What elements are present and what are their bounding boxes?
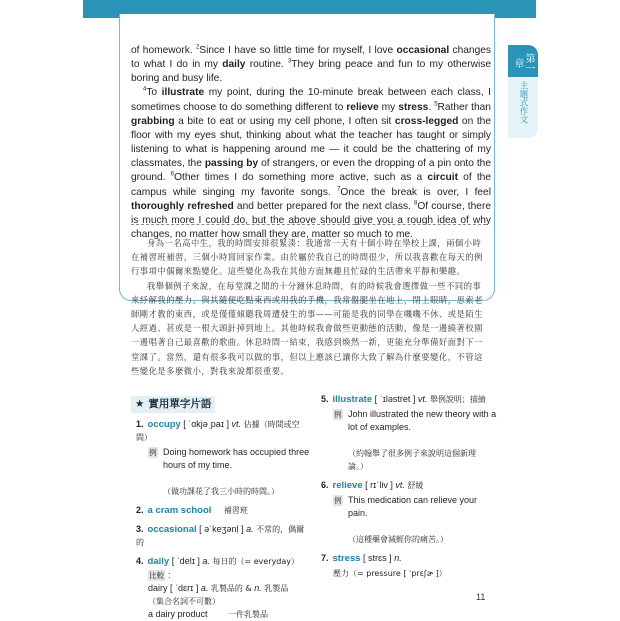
part-of-speech: n. — [394, 553, 402, 563]
key-term: cross-legged — [394, 115, 459, 127]
sentence-number: 6 — [170, 172, 175, 179]
example-translation: （做功課花了我三小時的時間。） — [163, 487, 279, 496]
entry-number: 3. — [136, 524, 144, 534]
definition: 乳製品 — [264, 584, 289, 593]
key-term: occasional — [396, 45, 450, 56]
passage-text: Once the break is over, I feel — [340, 186, 491, 198]
headword: occasional — [147, 524, 197, 535]
entry-number: 6. — [321, 480, 329, 490]
vocab-entry-occasional — [136, 523, 306, 549]
headword: occupy — [147, 419, 181, 430]
chapter-label — [508, 45, 538, 77]
headword: relieve — [332, 480, 363, 491]
chapter-tab — [508, 45, 538, 138]
passage-text: To — [146, 87, 162, 99]
vocab-entry-stress — [321, 552, 496, 580]
headword: daily — [147, 556, 170, 567]
translation-paragraph-2: 我舉個例子來說，在每堂課之間的十分鐘休息時間，有的時候我會選擇做一些不同的事來紓解我的壓力。與其隨便吃點東西或用我的手機，我常盤腿坐在地上，閉上眼睛，思索老師剛才教的東西，或是僅僅傾聽我周遭發生的事——可能是我的同學在嘰嘰不休、或是陌生人經過、甚或是一根大頭針掉到地上。其他時候我會做些更動態的活動，像是一邊繞著校園一邊唱著自己最喜歡的歌曲。休息時間一結束，我感到煥然一新，更能充分準備好面對下一堂課了。當然，還有很多我可以做的事，但以上應該已讓你大致了解為什麼要變化，不管這些變化是多麼微小，對我來說都很重要。 — [131, 280, 483, 376]
passage-text: Since I have so little time for myself, I love — [199, 45, 397, 56]
part-of-speech: n. — [254, 583, 262, 593]
definition: 補習班 — [223, 506, 248, 515]
key-term: thoroughly refreshed — [131, 200, 234, 212]
definition: 不常的，偶爾的 — [136, 525, 305, 547]
part-of-speech: a. — [200, 583, 209, 593]
pronunciation: [ ˈdelɪ ] — [171, 556, 200, 566]
definition: 壓力（= pressure [ ˈprɛʃɚ ]） — [333, 569, 447, 578]
headword: a cram school — [147, 505, 212, 516]
entry-number: 5. — [321, 394, 329, 404]
part-of-speech: a. — [202, 556, 210, 566]
pronunciation: [ strɛs ] — [363, 553, 392, 563]
sentence-number: 4 — [143, 87, 147, 94]
compare-label: 比較 — [149, 571, 164, 580]
definition: 舒緩 — [407, 481, 424, 490]
section-text: 主題式作文 — [518, 81, 528, 124]
vocab-entry-illustrate — [321, 393, 496, 473]
passage-text: of the campus while singing my favorite songs. — [131, 172, 491, 198]
passage-text: of homework. — [131, 45, 196, 56]
key-term: passing by — [204, 158, 259, 170]
vocab-entry-daily: 4. daily [ ˈdelɪ ] a. 每日的（= everyday） 比較 : dairy [ ˈdɛrɪ ] a. 乳製品的 & n. 乳製品 （集合名詞不可數） a dairy product 一件乳製品 — [136, 555, 306, 621]
passage-text: my point, during the 10-minute break between each class, I sometimes choose to do something different to — [131, 87, 491, 113]
passage-text: Other times I do something more active, such as a — [174, 172, 428, 184]
chinese-translation — [131, 236, 490, 378]
definition: 舉例說明；描繪 — [429, 395, 486, 404]
example-sentence: Doing homework has occupied three hours of my time. — [163, 447, 310, 470]
passage-text: Rather than — [437, 101, 491, 113]
key-term: daily — [222, 59, 246, 71]
example-translation: （這種藥會減輕你的痛苦。） — [348, 535, 448, 544]
example-sentence: John illustrated the new theory with a lot of examples. — [348, 409, 497, 432]
passage-text: a bite to eat or using my cell phone, I often sit — [174, 115, 395, 127]
passage-text: routine. — [245, 59, 288, 71]
entry-number: 1. — [136, 419, 144, 429]
key-term: circuit — [427, 172, 458, 184]
passage-paragraph-2 — [131, 86, 491, 242]
entry-number: 7. — [321, 553, 329, 563]
part-of-speech: a. — [246, 524, 254, 534]
vocab-heading — [131, 396, 215, 413]
part-of-speech: vt. — [395, 480, 405, 490]
section-label — [508, 81, 538, 137]
passage-text: changes to what I do in my — [131, 45, 491, 71]
passage-text: of strangers, or even the dropping of a pin onto the ground. — [131, 158, 491, 184]
passage-text: on the floor with my eyes shut, thinking about what the teacher has taught or simply listening to what is happening around me — it could be the chattering of my classmates, the — [131, 115, 491, 170]
vocab-column-left — [136, 418, 310, 621]
sentence-number: 3 — [287, 58, 292, 65]
key-term: stress — [398, 101, 429, 113]
compare-line-2: （集合名詞不可數） — [148, 597, 220, 606]
pronunciation: [ ˈɪləstret ] — [374, 394, 416, 404]
part-of-speech: vt. — [231, 419, 242, 429]
vocab-entry-occupy — [136, 418, 310, 498]
definition: 每日的（= everyday） — [212, 557, 300, 566]
vocab-heading-text: 實用單字片語 — [148, 398, 212, 410]
vocab-column-right — [321, 393, 496, 580]
definition: 佔據（時間或空間） — [136, 420, 300, 442]
sentence-number: 5 — [434, 101, 438, 108]
vocab-entry-relieve — [321, 479, 496, 546]
example-label: 例 — [149, 448, 157, 457]
entry-number: 4. — [136, 556, 144, 566]
key-term: relieve — [346, 101, 379, 113]
divider — [131, 224, 486, 225]
compare-line-3 — [148, 608, 306, 621]
entry-number: 2. — [136, 505, 144, 515]
sentence-number: 8 — [414, 200, 418, 207]
sentence-number: 7 — [337, 186, 341, 193]
sentence-number: 2 — [195, 44, 200, 51]
example-label: 例 — [334, 410, 342, 419]
passage-text: and better prepared for the next class. — [233, 200, 415, 212]
passage-paragraph-1 — [131, 44, 491, 86]
definition: 一件乳製品 — [228, 610, 269, 619]
passage-text: They bring peace and fun to my otherwise boring and busy life. — [131, 59, 491, 85]
headword: stress — [332, 553, 361, 564]
passage-text: . — [428, 101, 435, 113]
definition: 乳製品的 & — [210, 584, 252, 593]
vocab-entry-cram-school — [136, 504, 306, 517]
compare-line-1 — [148, 582, 306, 595]
page-number: 11 — [476, 592, 486, 602]
example-label: 例 — [334, 496, 342, 505]
pronunciation: [ ˈɑkjəˌpaɪ ] — [183, 419, 230, 429]
compare-phrase: a dairy product — [148, 609, 208, 619]
key-term: illustrate — [161, 87, 205, 99]
pronunciation: [ əˈkeʒənḷ ] — [199, 524, 244, 534]
chapter-text: 第一章 — [512, 53, 534, 73]
part-of-speech: vt. — [417, 394, 428, 404]
passage-text: Of course, there is much more I could do, but the above should give you a rough idea of why changes, no matter how small they are, matter so much to me. — [131, 200, 492, 241]
headword: illustrate — [332, 394, 373, 405]
star-icon: ★ — [135, 398, 145, 410]
passage-text: my — [378, 101, 399, 113]
translation-paragraph-1: 身為一名高中生，我的時間安排很緊湊：我通常一天有十個小時在學校上課，兩個小時在補習班補習，三個小時寫回家作業。由於屬於我自己的時間很少，所以我喜歡在每天的例行事項中偶爾來點變化。這些變化為我在其他方面無趣且忙碌的生活帶來平靜和樂趣。 — [131, 238, 483, 277]
example-translation: （約翰舉了很多例子來說明這個新理論。） — [348, 449, 476, 471]
example-sentence: This medication can relieve your pain. — [348, 495, 478, 518]
english-passage — [131, 44, 491, 242]
pronunciation: [ rɪˈliv ] — [365, 480, 393, 490]
compare-word: dairy [ ˈdɛrɪ ] — [148, 583, 199, 593]
key-term: grabbing — [131, 115, 175, 127]
